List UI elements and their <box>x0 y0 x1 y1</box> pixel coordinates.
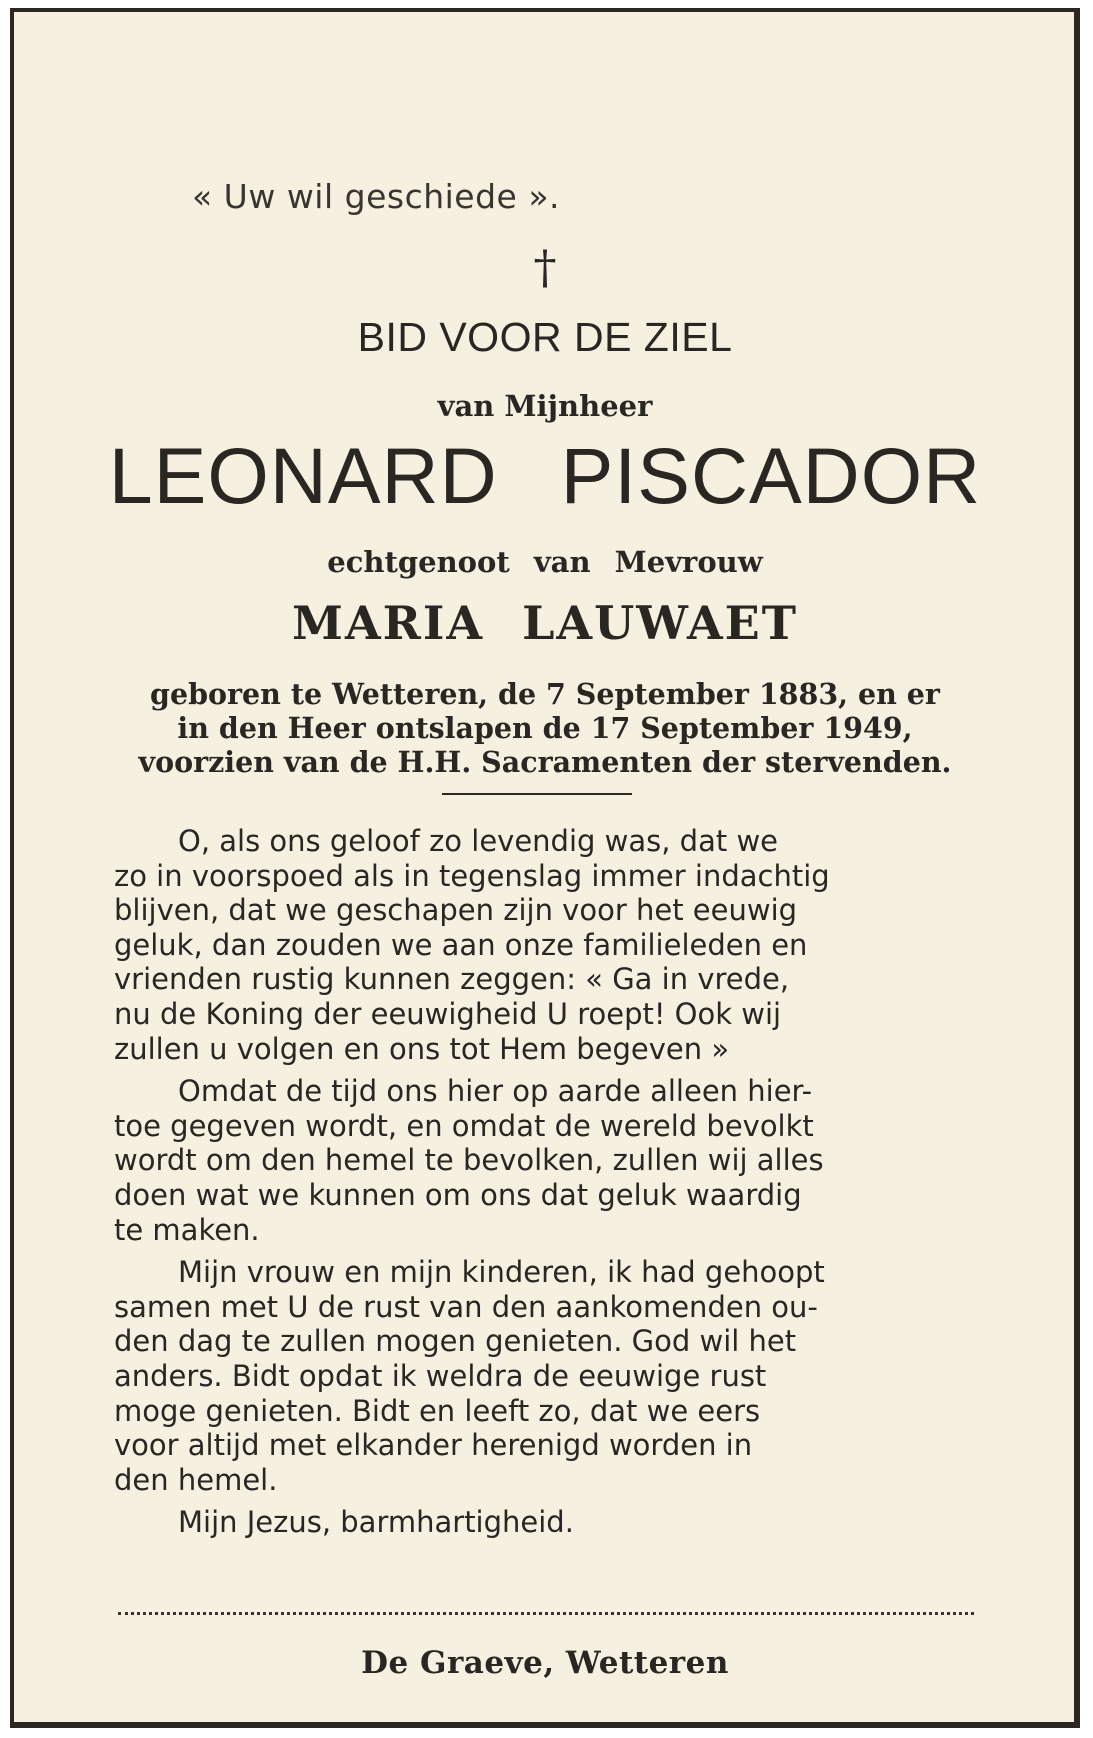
paragraph <box>114 1505 976 1540</box>
text-line: Mijn Jezus, barmhartigheid. <box>178 1505 574 1540</box>
text-line: toe gegeven wordt, en omdat de wereld bevolkt <box>114 1108 814 1143</box>
prayer-text <box>114 824 976 1540</box>
text-line: moge genieten. Bidt en leeft zo, dat we eers <box>114 1393 761 1428</box>
text-line: wordt om den hemel te bevolken, zullen wij alles <box>114 1143 824 1178</box>
text-line: te maken. <box>114 1212 260 1247</box>
printer-imprint: De Graeve, Wetteren <box>361 1645 729 1681</box>
cross-icon: † <box>533 240 557 294</box>
life-line: in den Heer ontslapen de 17 September 1949, <box>177 711 913 745</box>
text-line: samen met U de rust van den aankomenden ou- <box>114 1289 818 1324</box>
heading: BID VOOR DE ZIEL <box>357 314 733 360</box>
text-line: voor altijd met elkander herenigd worden in <box>114 1428 753 1463</box>
text-line: anders. Bidt opdat ik weldra de eeuwige rust <box>114 1358 767 1393</box>
text-line: zullen u volgen en ons tot Hem begeven » <box>114 1031 730 1066</box>
memorial-card <box>10 8 1080 1728</box>
text-line: O, als ons geloof zo levendig was, dat we <box>178 824 779 858</box>
paragraph <box>114 1074 976 1247</box>
divider <box>442 793 632 795</box>
text-line: vrienden rustig kunnen zeggen: « Ga in vrede, <box>114 962 790 997</box>
deceased-name: LEONARD PISCADOR <box>108 431 982 520</box>
title-line: van Mijnheer <box>437 389 653 423</box>
text-line: zo in voorspoed als in tegenslag immer indachtig <box>114 858 830 893</box>
text-line: Omdat de tijd ons hier op aarde alleen hier- <box>178 1074 813 1109</box>
text-line: blijven, dat we geschapen zijn voor het eeuwig <box>114 893 798 928</box>
dotted-divider <box>118 1612 974 1615</box>
spouse-line: echtgenoot van Mevrouw <box>327 545 763 579</box>
text-line: geluk, dan zouden we aan onze familieleden en <box>114 927 808 962</box>
motto: « Uw wil geschiede ». <box>192 177 561 216</box>
text-line: den hemel. <box>114 1462 278 1497</box>
spouse-name: MARIA LAUWAET <box>292 596 798 650</box>
paragraph <box>114 1255 976 1497</box>
paragraph <box>114 824 976 1066</box>
text-line: nu de Koning der eeuwigheid U roept! Ook wij <box>114 996 782 1031</box>
text-line: den dag te zullen mogen genieten. God wil het <box>114 1324 797 1359</box>
life-dates <box>14 677 1076 779</box>
text-line: Mijn vrouw en mijn kinderen, ik had gehoopt <box>178 1255 825 1290</box>
life-line: voorzien van de H.H. Sacramenten der stervenden. <box>138 745 952 779</box>
text-line: doen wat we kunnen om ons dat geluk waardig <box>114 1177 802 1212</box>
life-line: geboren te Wetteren, de 7 September 1883, en er <box>150 677 940 711</box>
